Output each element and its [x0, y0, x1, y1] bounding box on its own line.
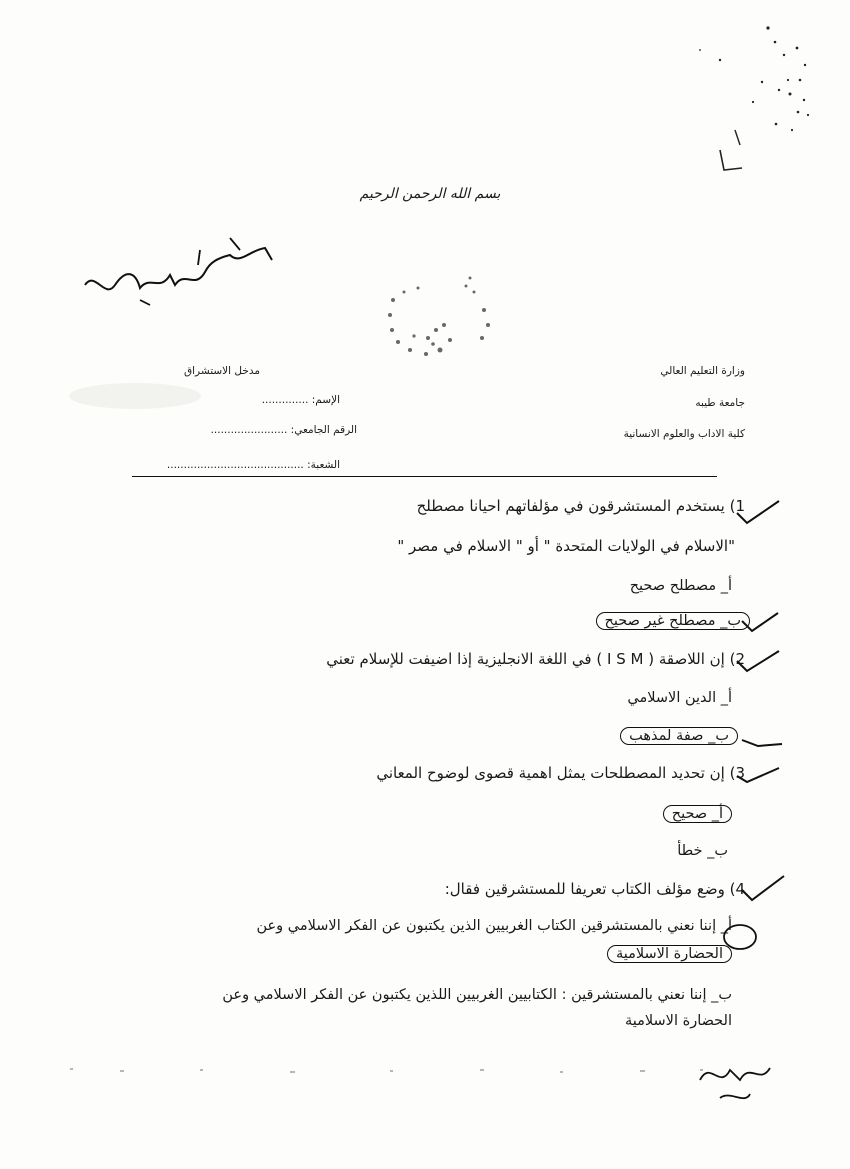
handwritten-signature-icon	[80, 230, 280, 310]
question-4-option-a[interactable]: أ_ إننا نعني بالمستشرقين الكتاب الغربيين الذين يكتبون عن الفكر الاسلامي وعن	[256, 918, 732, 934]
student-id-field[interactable]: الرقم الجامعي: .......................	[210, 424, 357, 436]
check-mark-icon	[733, 645, 783, 675]
section-field[interactable]: الشعبة: .........................................	[166, 459, 340, 471]
university-stamp-icon	[378, 270, 498, 370]
question-3-option-a[interactable]: أ_ صحيح	[663, 805, 732, 823]
course-label: مدخل الاستشراق	[183, 365, 260, 377]
question-2-option-a[interactable]: أ_ الدين الاسلامي	[627, 690, 732, 706]
question-1-option-b[interactable]: ب_ مصطلح غير صحيح	[596, 612, 751, 630]
basmala: بسم الله الرحمن الرحيم	[359, 186, 501, 202]
name-field[interactable]: الإسم: ..............	[261, 394, 340, 406]
check-mark-icon	[738, 730, 788, 760]
university-label: جامعة طيبه	[695, 397, 745, 409]
question-1-option-a[interactable]: أ_ مصطلح صحيح	[629, 578, 732, 594]
question-4-option-a-cont: الحضارة الاسلامية	[607, 945, 732, 963]
college-label: كلية الاداب والعلوم الانسانية	[623, 428, 745, 440]
check-mark-icon	[738, 607, 788, 637]
question-4-option-b[interactable]: ب_ إننا نعني بالمستشرقين : الكتابيين الغربيين اللذين يكتبون عن الفكر الاسلامي وعن	[222, 987, 732, 1003]
check-mark-icon	[733, 760, 783, 790]
header-divider	[132, 476, 717, 477]
erased-name-smudge-icon	[65, 380, 205, 412]
check-mark-icon	[738, 872, 788, 902]
question-1-line-1: 1) يستخدم المستشرقون في مؤلفاتهم احيانا مصطلح	[416, 497, 745, 515]
grader-initials-icon	[690, 1050, 800, 1110]
answer-circle-icon	[720, 922, 770, 952]
question-4-option-b-cont: الحضارة الاسلامية	[624, 1013, 732, 1029]
question-4-line-1: 4) وضع مؤلف الكتاب تعريفا للمستشرقين فقال:	[444, 880, 745, 898]
question-3-option-b[interactable]: ب_ خطأ	[677, 843, 728, 859]
ministry-label: وزارة التعليم العالي	[660, 365, 745, 377]
question-2-line-1: 2) إن اللاصقة ( I S M ) في اللغة الانجليزية إذا اضيفت للإسلام تعني	[326, 650, 745, 668]
scan-mark-icon	[680, 20, 830, 180]
question-2-option-b[interactable]: ب_ صفة لمذهب	[620, 727, 738, 745]
scan-noise-icon	[60, 1060, 720, 1082]
check-mark-icon	[733, 497, 783, 527]
question-1-line-2: "الاسلام في الولايات المتحدة " أو " الاسلام في مصر "	[397, 537, 735, 555]
question-3-line-1: 3) إن تحديد المصطلحات يمثل اهمية قصوى لوضوح المعاني	[376, 764, 745, 782]
